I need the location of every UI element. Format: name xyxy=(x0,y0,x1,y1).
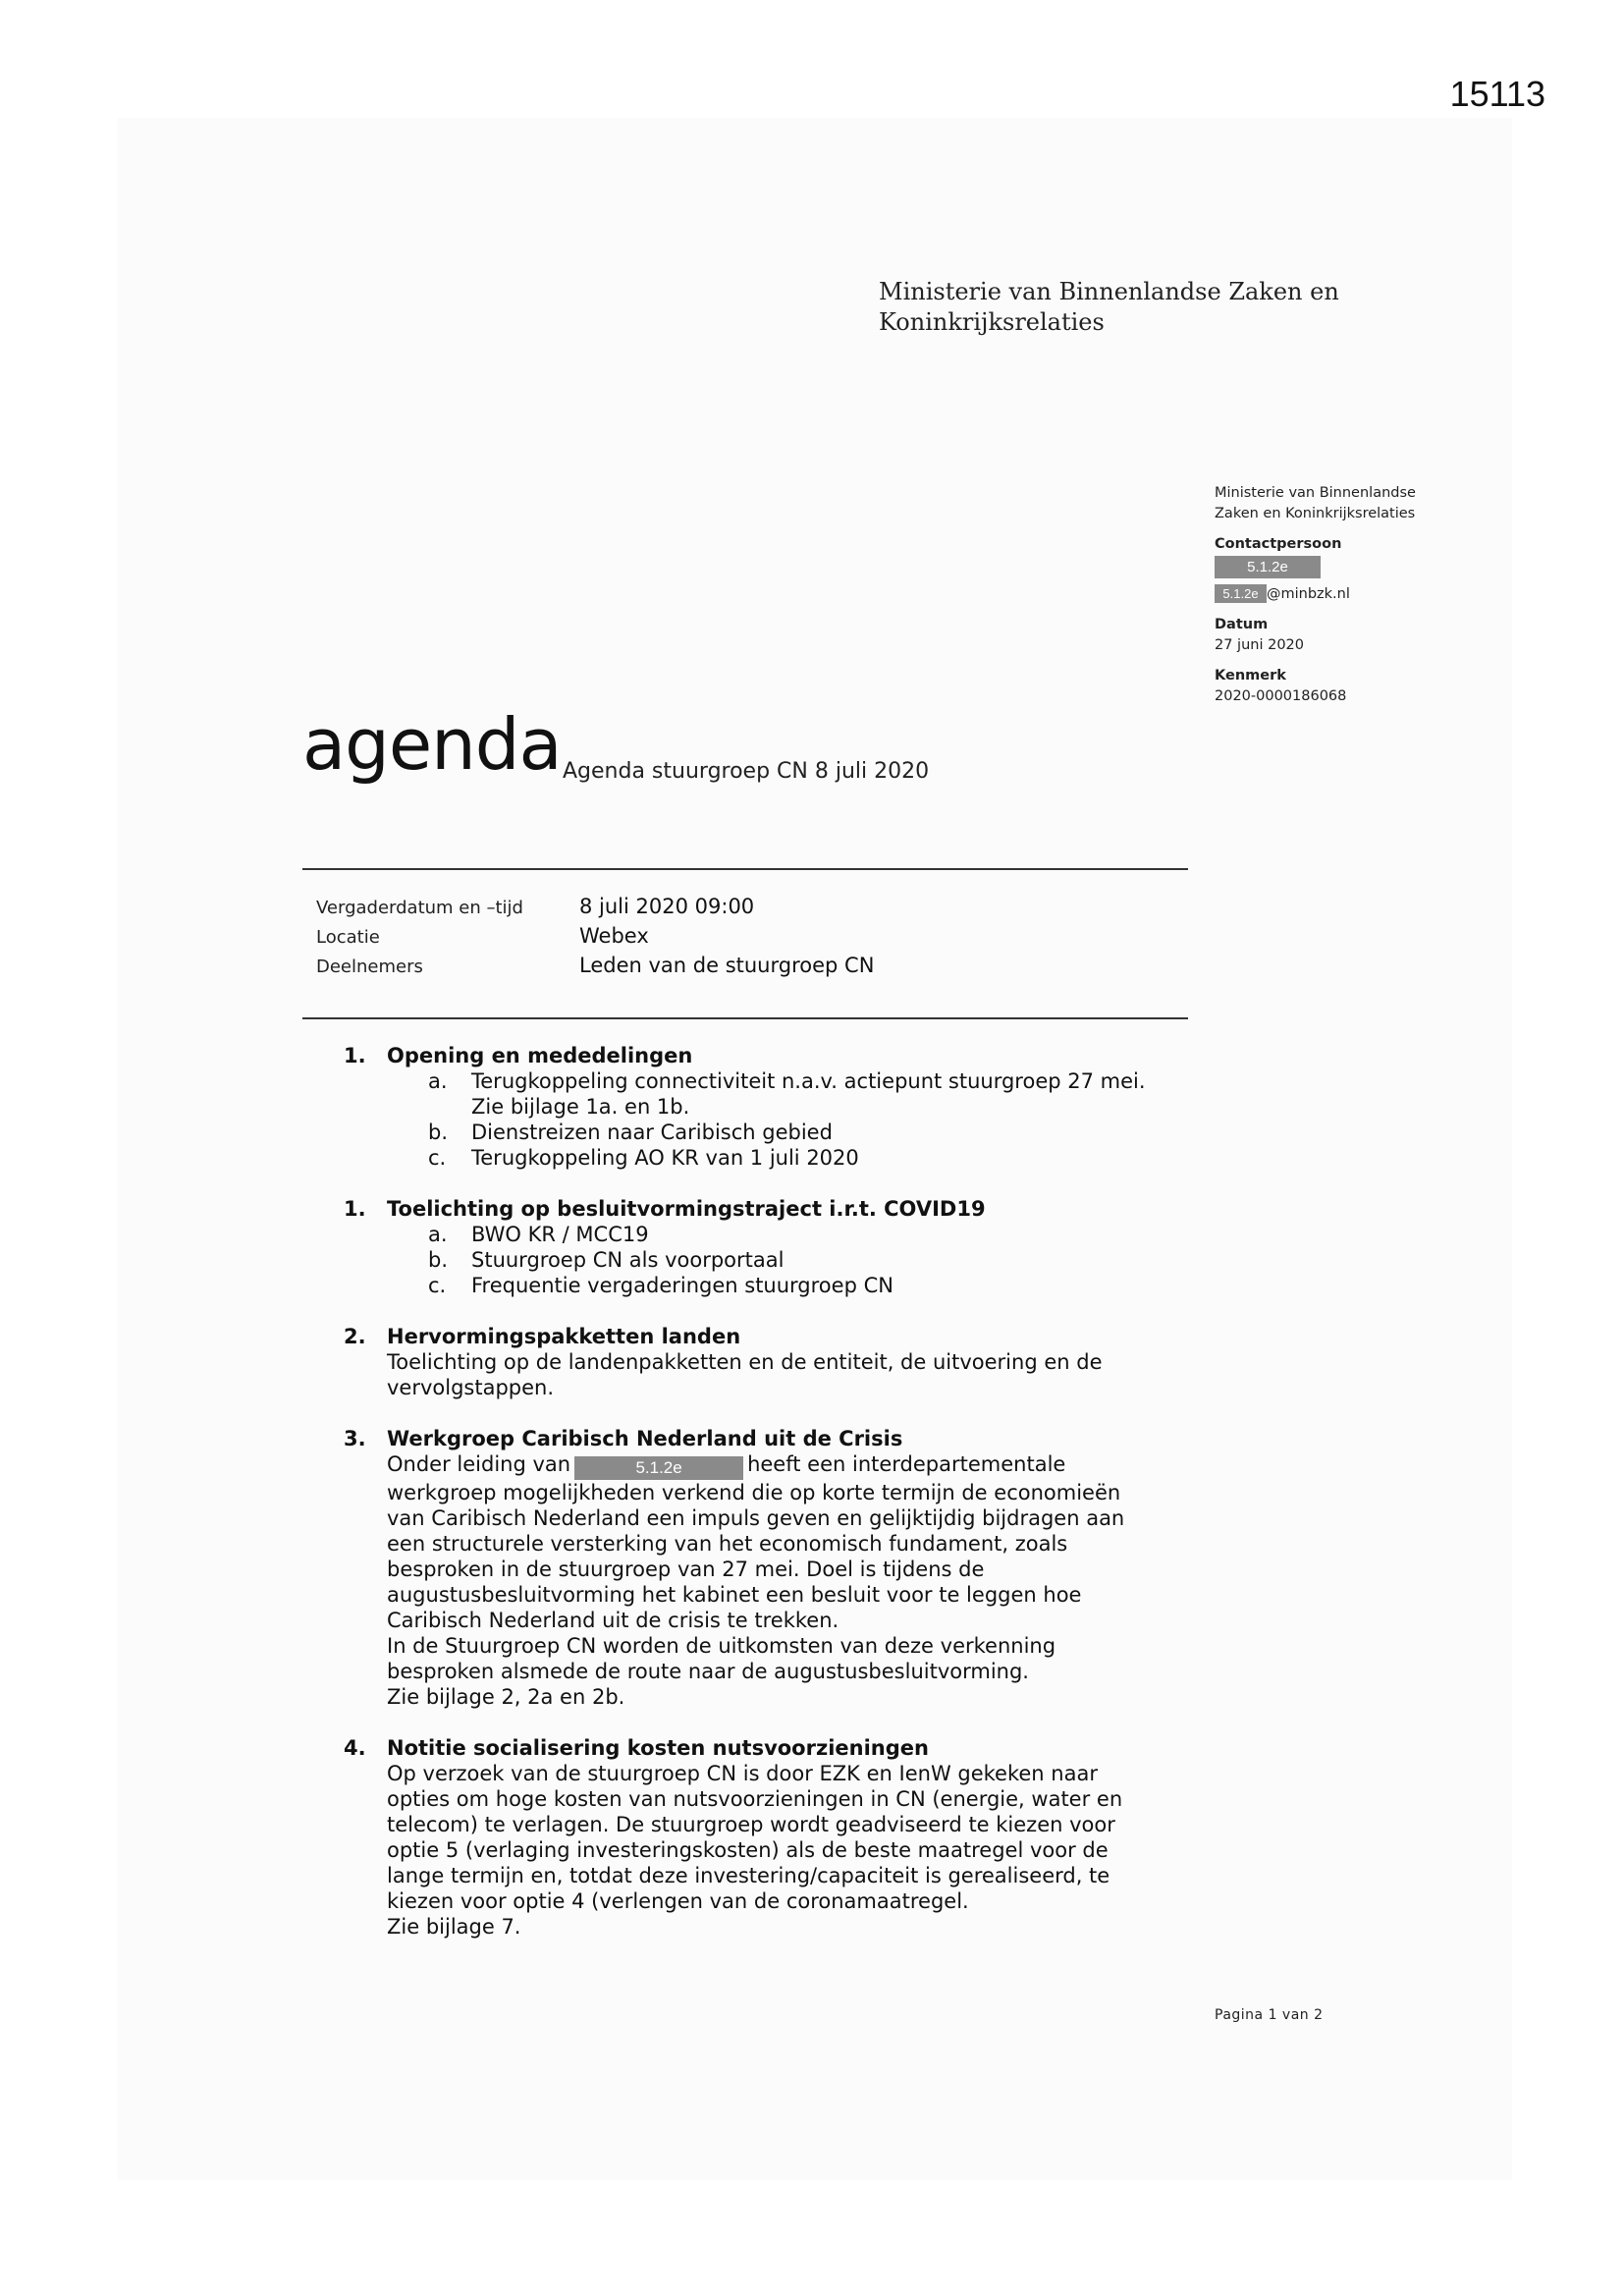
item-body-line: vervolgstappen. xyxy=(387,1376,555,1399)
subitem-letter: c. xyxy=(428,1146,447,1170)
subitem-letter: c. xyxy=(428,1274,447,1297)
meta-value: Webex xyxy=(579,924,649,948)
agenda-items xyxy=(344,1043,1178,1965)
item-body-line: Op verzoek van de stuurgroep CN is door EZK en IenW gekeken naar xyxy=(387,1762,1098,1785)
date-value: 27 juni 2020 xyxy=(1215,637,1305,653)
item-body-line: optie 5 (verlaging investeringskosten) als de beste maatregel voor de xyxy=(387,1838,1109,1862)
item-body-line: Zie bijlage 2, 2a en 2b. xyxy=(387,1685,625,1709)
item-body-line: telecom) te verlagen. De stuurgroep wordt geadviseerd te kiezen voor xyxy=(387,1813,1115,1836)
item-heading: Opening en mededelingen xyxy=(387,1044,693,1067)
item-body-line: werkgroep mogelijkheden verkend die op korte termijn de economieën xyxy=(387,1481,1121,1504)
item-number: 1. xyxy=(344,1197,366,1221)
sidebar-org-line-1: Ministerie van Binnenlandse xyxy=(1215,485,1416,501)
agenda-item xyxy=(344,1196,1178,1298)
item-heading: Toelichting op besluitvormingstraject i.r.t. COVID19 xyxy=(387,1197,986,1221)
item-number: 2. xyxy=(344,1325,366,1348)
item-body-line: besproken in de stuurgroep van 27 mei. Doel is tijdens de xyxy=(387,1558,985,1581)
subitem-text: Terugkoppeling AO KR van 1 juli 2020 xyxy=(471,1146,859,1170)
meta-value: 8 juli 2020 09:00 xyxy=(579,895,755,918)
subitem-text: Zie bijlage 1a. en 1b. xyxy=(471,1095,690,1119)
meeting-details xyxy=(316,895,874,983)
ministry-line-1: Ministerie van Binnenlandse Zaken en xyxy=(879,278,1339,305)
sidebar-org-line-2: Zaken en Koninkrijksrelaties xyxy=(1215,506,1416,521)
meta-value: Leden van de stuurgroep CN xyxy=(579,954,875,977)
subitem-text: Frequentie vergaderingen stuurgroep CN xyxy=(471,1274,893,1297)
item-number: 3. xyxy=(344,1427,366,1450)
subitem-text: Dienstreizen naar Caribisch gebied xyxy=(471,1121,833,1144)
sidebar-info xyxy=(1215,483,1416,707)
item-body-line: Caribisch Nederland uit de crisis te trekken. xyxy=(387,1609,839,1632)
agenda-title: agenda xyxy=(302,703,562,786)
agenda-item xyxy=(344,1043,1178,1171)
item-body-line: In de Stuurgroep CN worden de uitkomsten van deze verkenning xyxy=(387,1634,1056,1658)
contact-redaction: 5.1.2e xyxy=(1215,556,1321,578)
reference-value: 2020-0000186068 xyxy=(1215,688,1347,704)
item-body-line: besproken alsmede de route naar de augustusbesluitvorming. xyxy=(387,1660,1029,1683)
item-body-line xyxy=(387,1451,1178,1480)
agenda-subtitle: Agenda stuurgroep CN 8 juli 2020 xyxy=(563,759,930,784)
ministry-line-2: Koninkrijksrelaties xyxy=(879,308,1105,336)
subitem-letter: b. xyxy=(428,1121,449,1144)
name-redaction: 5.1.2e xyxy=(574,1456,743,1480)
item-body-line: Zie bijlage 7. xyxy=(387,1915,521,1939)
item-body-line: kiezen voor optie 4 (verlengen van de coronamaatregel. xyxy=(387,1889,969,1913)
subitem-text: Terugkoppeling connectiviteit n.a.v. actiepunt stuurgroep 27 mei. xyxy=(471,1069,1146,1093)
item-number: 4. xyxy=(344,1736,366,1760)
email-redaction: 5.1.2e xyxy=(1215,584,1267,603)
subitem-letter: a. xyxy=(428,1223,448,1246)
item-heading: Notitie socialisering kosten nutsvoorzieningen xyxy=(387,1736,929,1760)
email-suffix: @minbzk.nl xyxy=(1267,586,1350,602)
item-body-line: van Caribisch Nederland een impuls geven en gelijktijdig bijdragen aan xyxy=(387,1506,1125,1530)
meta-row xyxy=(316,924,874,954)
item-body-line: opties om hoge kosten van nutsvoorzieningen in CN (energie, water en xyxy=(387,1787,1123,1811)
meta-label: Deelnemers xyxy=(316,957,423,977)
agenda-item xyxy=(344,1735,1178,1940)
subitem-text: BWO KR / MCC19 xyxy=(471,1223,649,1246)
item-heading: Hervormingspakketten landen xyxy=(387,1325,741,1348)
bottom-divider xyxy=(302,1017,1188,1019)
agenda-item xyxy=(344,1426,1178,1710)
item-heading: Werkgroep Caribisch Nederland uit de Crisis xyxy=(387,1427,903,1450)
item-body-line: Toelichting op de landenpakketten en de entiteit, de uitvoering en de xyxy=(387,1350,1103,1374)
text-after-redaction: heeft een interdepartementale xyxy=(747,1452,1066,1476)
ministry-logo-text xyxy=(879,277,1339,338)
text-before-redaction: Onder leiding van xyxy=(387,1452,571,1476)
item-body-line: augustusbesluitvorming het kabinet een besluit voor te leggen hoe xyxy=(387,1583,1082,1607)
contact-label: Contactpersoon xyxy=(1215,536,1342,552)
meta-label: Vergaderdatum en –tijd xyxy=(316,898,523,918)
meta-row xyxy=(316,954,874,983)
reference-label: Kenmerk xyxy=(1215,668,1286,683)
subitem-text: Stuurgroep CN als voorportaal xyxy=(471,1248,785,1272)
item-body-line: lange termijn en, totdat deze investering/capaciteit is gerealiseerd, te xyxy=(387,1864,1110,1887)
document-number: 15113 xyxy=(1449,74,1545,114)
subitem-letter: b. xyxy=(428,1248,449,1272)
meta-row xyxy=(316,895,874,924)
subitem-letter: a. xyxy=(428,1069,448,1093)
page-number: Pagina 1 van 2 xyxy=(1215,2007,1324,2023)
agenda-item xyxy=(344,1324,1178,1400)
top-divider xyxy=(302,868,1188,870)
date-label: Datum xyxy=(1215,617,1269,632)
item-body-line: een structurele versterking van het economisch fundament, zoals xyxy=(387,1532,1068,1556)
item-number: 1. xyxy=(344,1044,366,1067)
meta-label: Locatie xyxy=(316,927,380,948)
